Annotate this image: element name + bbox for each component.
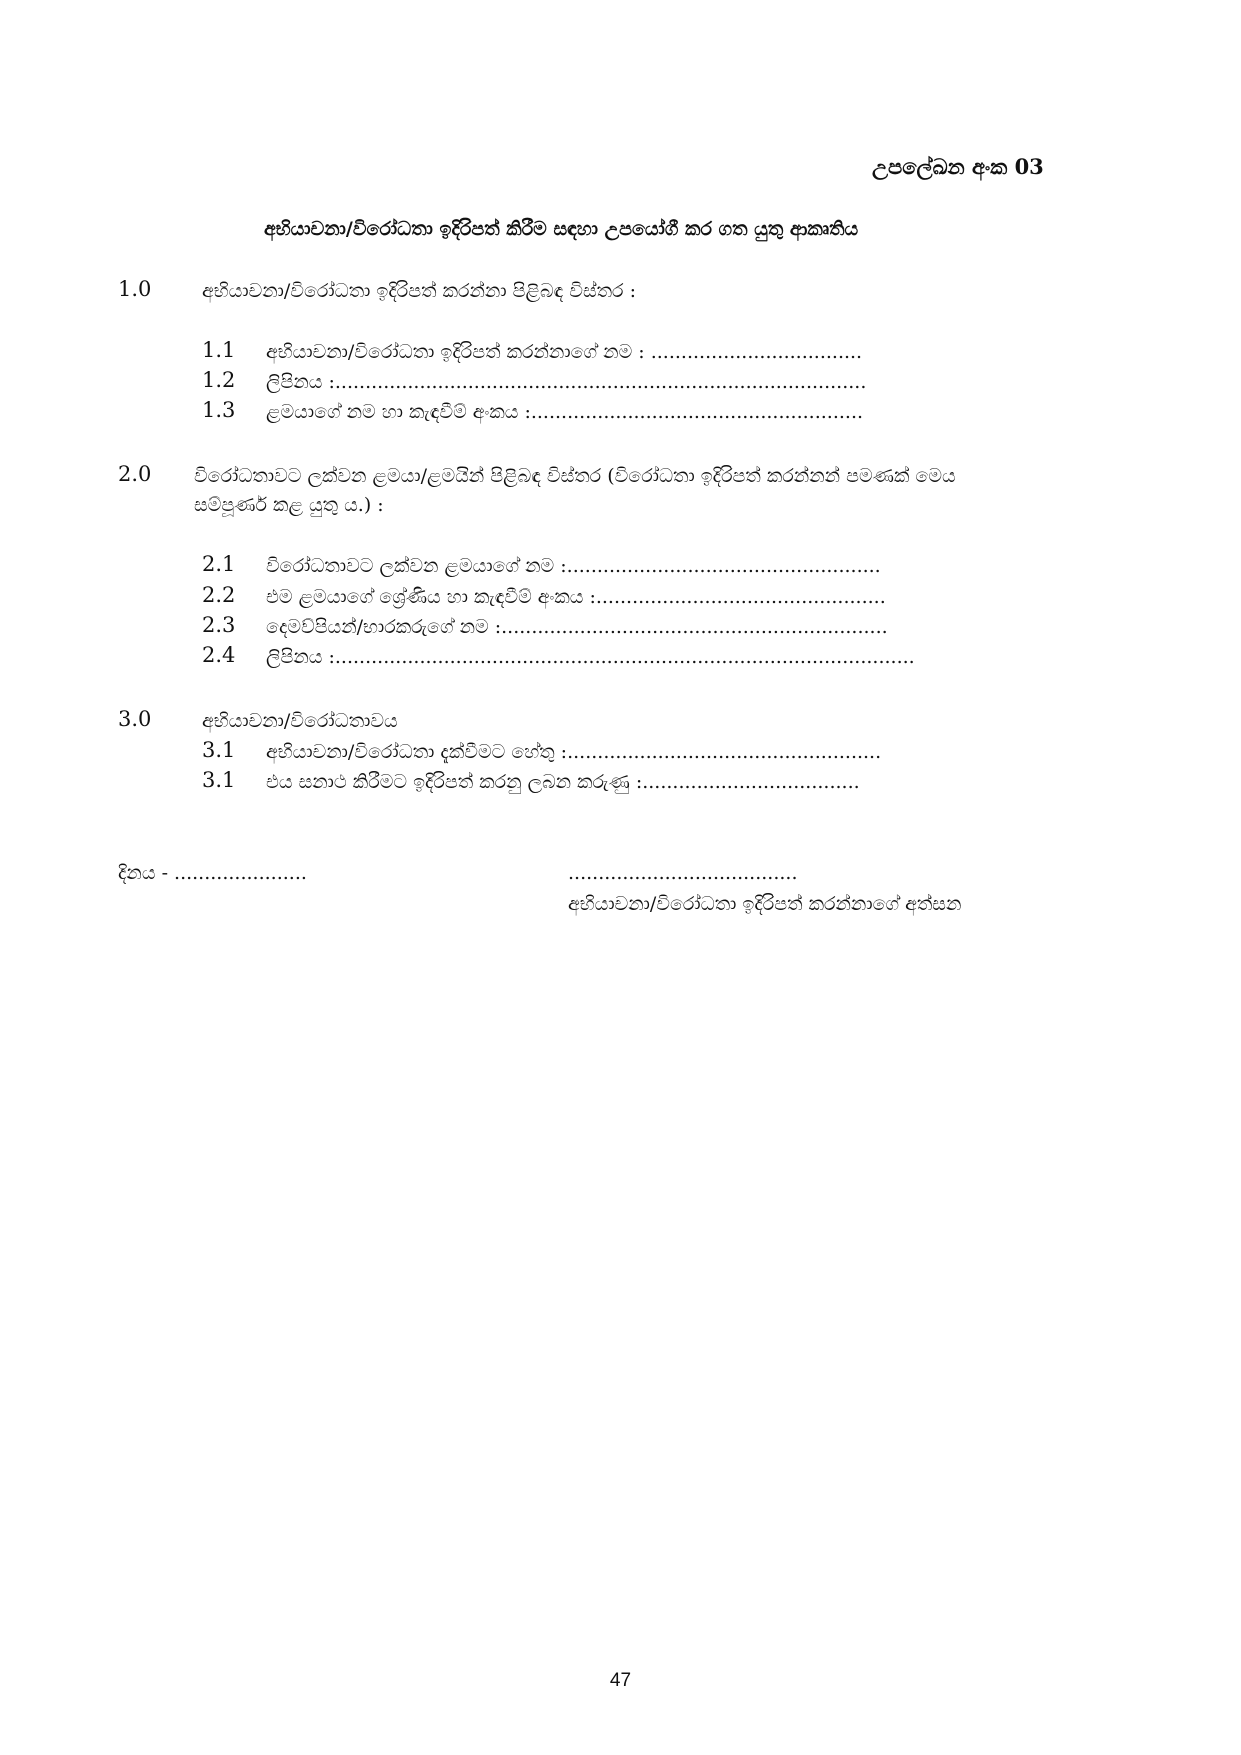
item-1-1-field: අභියාචනා/විරෝධතා ඉදිරිපත් කරන්නාගේ නම : ...................................	[266, 341, 863, 363]
item-2-3-number: 2.3	[202, 613, 236, 637]
page-number: 47	[609, 1670, 632, 1691]
item-2-2-number: 2.2	[202, 583, 236, 607]
section-1-number: 1.0	[118, 277, 152, 301]
section-2-heading-line2: සම්පූර්ණ කළ යුතු ය.) :	[194, 494, 384, 516]
item-1-2-number: 1.2	[202, 368, 236, 392]
section-2-heading: විරෝධතාවට ලක්වන ළමයා/ළමයින් පිළිබඳ විස්තර (විරෝධතා ඉදිරිපත් කරන්නන් පමණක් මෙය	[194, 465, 956, 487]
item-1-2-field: ලිපිනය :........................................................................................	[266, 371, 867, 393]
annex-label: උපලේඛන අංක 03	[872, 154, 1044, 179]
signature-label: අභියාචනා/විරෝධතා ඉදිරිපත් කරන්නාගේ අත්සන	[568, 893, 962, 915]
item-2-3-field: දෙමව්පියන්/භාරකරුගේ නම :................................................................	[266, 616, 888, 638]
item-2-1-number: 2.1	[202, 552, 236, 576]
date-field: දිනය - ......................	[118, 862, 307, 884]
item-2-2-field: එම ළමයාගේ ශ්‍රේණිය හා කැඳවීම් අංකය :................................................	[266, 586, 886, 608]
item-3-2-number: 3.1	[202, 768, 236, 792]
item-2-1-field: විරෝධතාවට ලක්වන ළමයාගේ නම :....................................................	[266, 555, 881, 577]
section-3-number: 3.0	[118, 707, 152, 731]
item-3-1-field: අභියාචනා/විරෝධතා දැක්වීමට හේතු :....................................................	[266, 741, 882, 763]
item-2-4-field: ලිපිනය :................................................................................................	[266, 646, 915, 668]
section-2-number: 2.0	[118, 462, 152, 486]
section-1-heading: අභියාචනා/විරෝධතා ඉදිරිපත් කරන්නා පිළිබඳ විස්තර :	[202, 280, 636, 302]
form-title: අභියාචනා/විරෝධතා ඉදිරිපත් කිරීම සඳහා උපයෝගී කර ගත යුතු ආකෘතිය	[264, 218, 859, 240]
item-2-4-number: 2.4	[202, 643, 236, 667]
item-3-2-field: එය සනාථ කිරීමට ඉදිරිපත් කරනු ලබන කරුණු :....................................	[266, 771, 860, 793]
signature-line: ......................................	[568, 862, 798, 884]
item-1-1-number: 1.1	[202, 338, 236, 362]
item-3-1-number: 3.1	[202, 738, 236, 762]
section-3-heading: අභියාචනා/විරෝධතාවය	[202, 710, 398, 732]
item-1-3-field: ළමයාගේ නම හා කැඳවීම් අංකය :.......................................................	[266, 401, 864, 423]
item-1-3-number: 1.3	[202, 398, 236, 422]
